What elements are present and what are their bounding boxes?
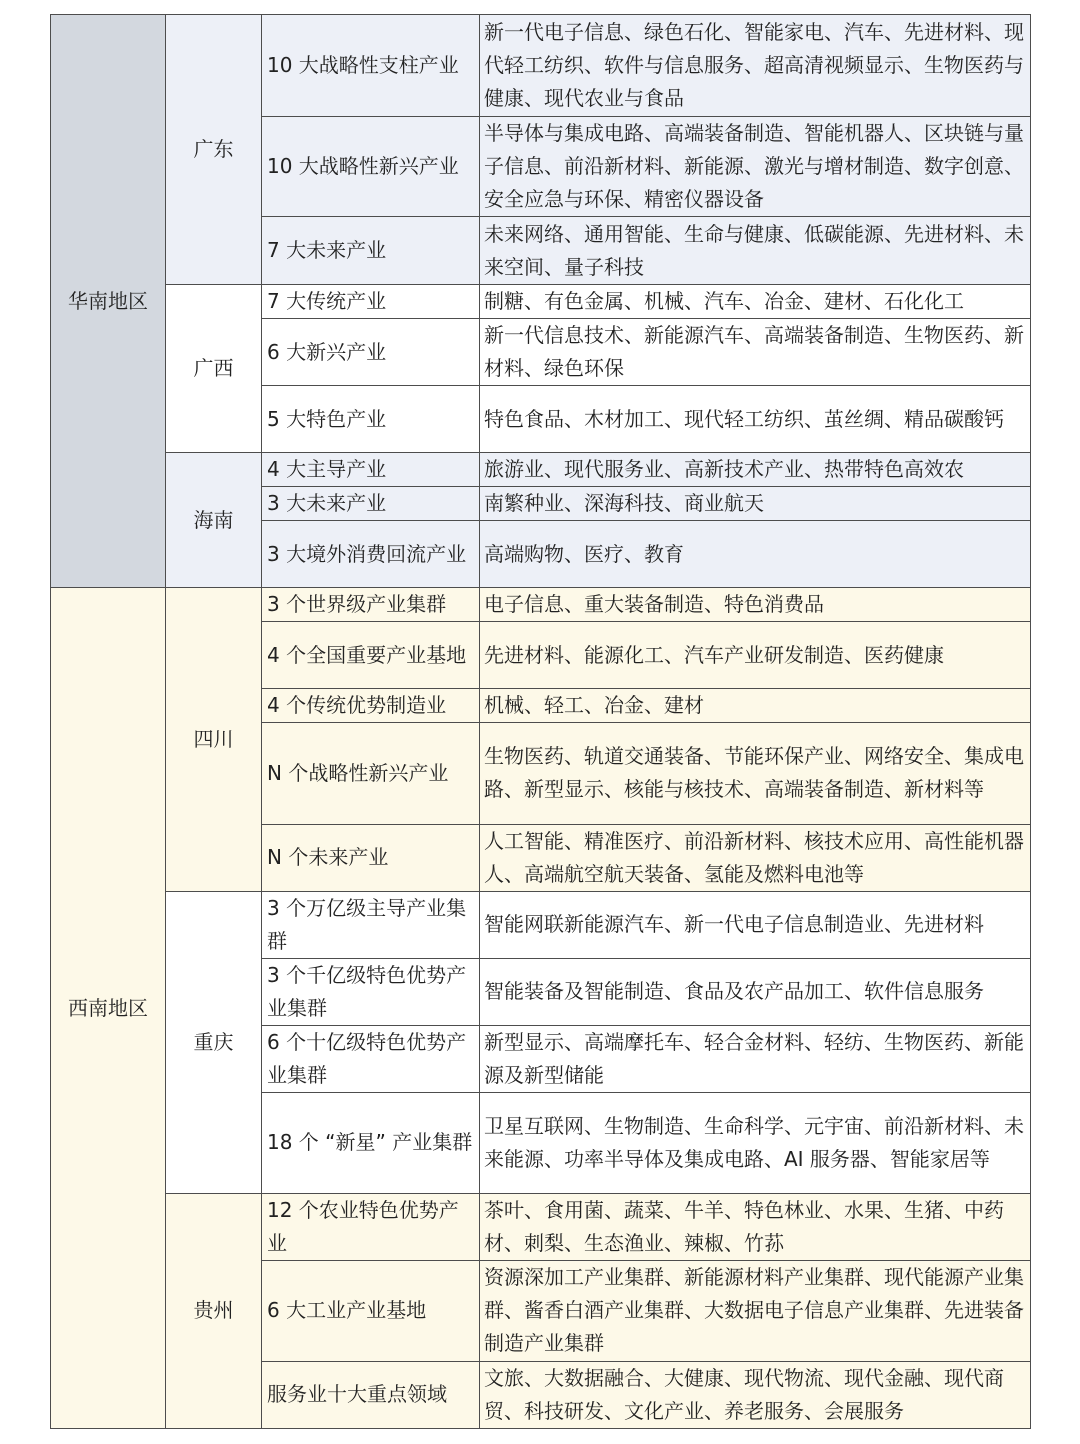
category-cell: 10 大战略性新兴产业 (262, 117, 480, 217)
industry-table (50, 14, 1031, 1429)
items-cell: 新一代电子信息、绿色石化、智能家电、汽车、先进材料、现代轻工纺织、软件与信息服务、超高清视频显示、生物医药与健康、现代农业与食品 (480, 15, 1031, 117)
category-cell: 4 大主导产业 (262, 453, 480, 487)
category-cell: 7 大传统产业 (262, 285, 480, 319)
items-cell: 生物医药、轨道交通装备、节能环保产业、网络安全、集成电路、新型显示、核能与核技术、高端装备制造、新材料等 (480, 723, 1031, 824)
category-cell: 6 个十亿级特色优势产业集群 (262, 1025, 480, 1092)
category-cell: 3 个万亿级主导产业集群 (262, 891, 480, 958)
category-cell: 3 个千亿级特色优势产业集群 (262, 958, 480, 1025)
items-cell: 智能装备及智能制造、食品及农产品加工、软件信息服务 (480, 958, 1031, 1025)
province-cell-hainan: 海南 (166, 453, 262, 588)
items-cell: 未来网络、通用智能、生命与健康、低碳能源、先进材料、未来空间、量子科技 (480, 217, 1031, 285)
category-cell: 10 大战略性支柱产业 (262, 15, 480, 117)
category-cell: 3 大未来产业 (262, 487, 480, 521)
region-cell-southwest: 西南地区 (51, 588, 166, 1429)
province-cell-chongqing: 重庆 (166, 891, 262, 1193)
items-cell: 智能网联新能源汽车、新一代电子信息制造业、先进材料 (480, 891, 1031, 958)
items-cell: 半导体与集成电路、高端装备制造、智能机器人、区块链与量子信息、前沿新材料、新能源、激光与增材制造、数字创意、安全应急与环保、精密仪器设备 (480, 117, 1031, 217)
items-cell: 南繁种业、深海科技、商业航天 (480, 487, 1031, 521)
province-cell-sichuan: 四川 (166, 588, 262, 891)
table-row (51, 453, 1031, 487)
category-cell: 7 大未来产业 (262, 217, 480, 285)
category-cell: 4 个全国重要产业基地 (262, 622, 480, 689)
items-cell: 制糖、有色金属、机械、汽车、冶金、建材、石化化工 (480, 285, 1031, 319)
items-cell: 旅游业、现代服务业、高新技术产业、热带特色高效农 (480, 453, 1031, 487)
category-cell: 18 个 “新星” 产业集群 (262, 1092, 480, 1193)
table-row (51, 15, 1031, 117)
category-cell: 5 大特色产业 (262, 386, 480, 453)
items-cell: 新型显示、高端摩托车、轻合金材料、轻纺、生物医药、新能源及新型储能 (480, 1025, 1031, 1092)
table-row (51, 285, 1031, 319)
category-cell: 4 个传统优势制造业 (262, 689, 480, 723)
items-cell: 茶叶、食用菌、蔬菜、牛羊、特色林业、水果、生猪、中药材、刺梨、生态渔业、辣椒、竹荪 (480, 1193, 1031, 1260)
items-cell: 资源深加工产业集群、新能源材料产业集群、现代能源产业集群、酱香白酒产业集群、大数据电子信息产业集群、先进装备制造产业集群 (480, 1260, 1031, 1361)
category-cell: 3 个世界级产业集群 (262, 588, 480, 622)
category-cell: N 个战略性新兴产业 (262, 723, 480, 824)
province-cell-guangxi: 广西 (166, 285, 262, 453)
items-cell: 新一代信息技术、新能源汽车、高端装备制造、生物医药、新材料、绿色环保 (480, 319, 1031, 386)
province-cell-guizhou: 贵州 (166, 1193, 262, 1428)
items-cell: 电子信息、重大装备制造、特色消费品 (480, 588, 1031, 622)
items-cell: 特色食品、木材加工、现代轻工纺织、茧丝绸、精品碳酸钙 (480, 386, 1031, 453)
items-cell: 人工智能、精准医疗、前沿新材料、核技术应用、高性能机器人、高端航空航天装备、氢能及燃料电池等 (480, 824, 1031, 891)
category-cell: 6 大工业产业基地 (262, 1260, 480, 1361)
category-cell: N 个未来产业 (262, 824, 480, 891)
category-cell: 12 个农业特色优势产业 (262, 1193, 480, 1260)
category-cell: 3 大境外消费回流产业 (262, 521, 480, 588)
table-row (51, 1193, 1031, 1260)
items-cell: 卫星互联网、生物制造、生命科学、元宇宙、前沿新材料、未来能源、功率半导体及集成电路、AI 服务器、智能家居等 (480, 1092, 1031, 1193)
items-cell: 高端购物、医疗、教育 (480, 521, 1031, 588)
table-row (51, 891, 1031, 958)
table-row (51, 588, 1031, 622)
items-cell: 先进材料、能源化工、汽车产业研发制造、医药健康 (480, 622, 1031, 689)
province-cell-guangdong: 广东 (166, 15, 262, 285)
items-cell: 文旅、大数据融合、大健康、现代物流、现代金融、现代商贸、科技研发、文化产业、养老服务、会展服务 (480, 1361, 1031, 1428)
category-cell: 服务业十大重点领域 (262, 1361, 480, 1428)
category-cell: 6 大新兴产业 (262, 319, 480, 386)
region-cell-south: 华南地区 (51, 15, 166, 588)
items-cell: 机械、轻工、冶金、建材 (480, 689, 1031, 723)
